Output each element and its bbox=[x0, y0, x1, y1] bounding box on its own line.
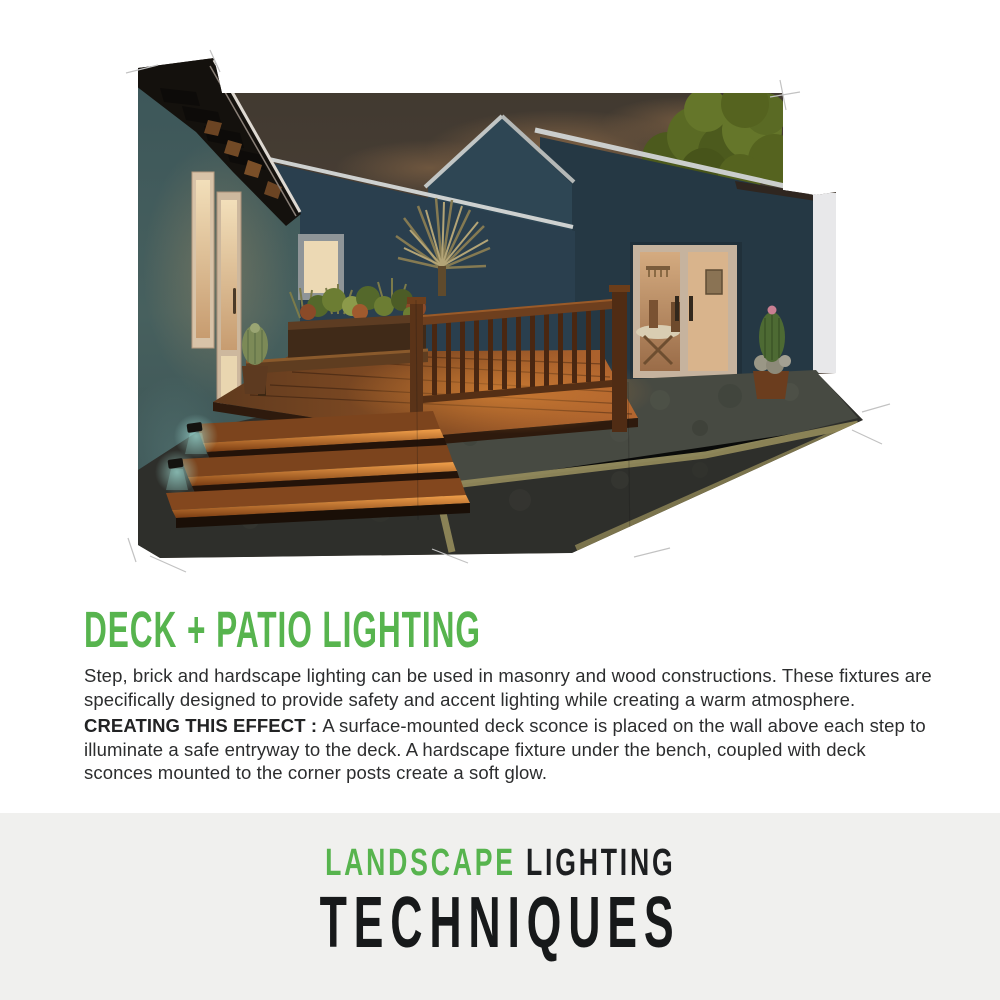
brand-title-text: TECHNIQUES bbox=[319, 883, 681, 963]
side-panel bbox=[813, 193, 836, 373]
brand-title bbox=[0, 883, 1000, 963]
left-wall-door bbox=[217, 192, 241, 404]
section-title: DECK + PATIO LIGHTING bbox=[84, 601, 481, 658]
effect-text: A surface-mounted deck sconce is placed on the wall above each step to illuminate a safe entryway to the deck. A hardscape fixture under the bench, coupled with deck sconces mounted to the corner posts create a soft glow. bbox=[84, 715, 926, 783]
footer-band bbox=[0, 813, 1000, 1000]
effect-paragraph bbox=[84, 714, 934, 785]
left-wall-window bbox=[192, 172, 214, 348]
brand-word-lighting: LIGHTING bbox=[525, 842, 676, 884]
intro-paragraph: Step, brick and hardscape lighting can be used in masonry and wood constructions. These fixtures are specifically designed to provide safety and accent lighting while creating a warm atmosphere. bbox=[84, 665, 932, 710]
brand-line bbox=[0, 844, 1000, 882]
left-cactus bbox=[242, 323, 268, 394]
brand-word-landscape: LANDSCAPE bbox=[324, 842, 516, 884]
effect-label: CREATING THIS EFFECT : bbox=[84, 715, 323, 736]
french-doors bbox=[630, 242, 742, 381]
